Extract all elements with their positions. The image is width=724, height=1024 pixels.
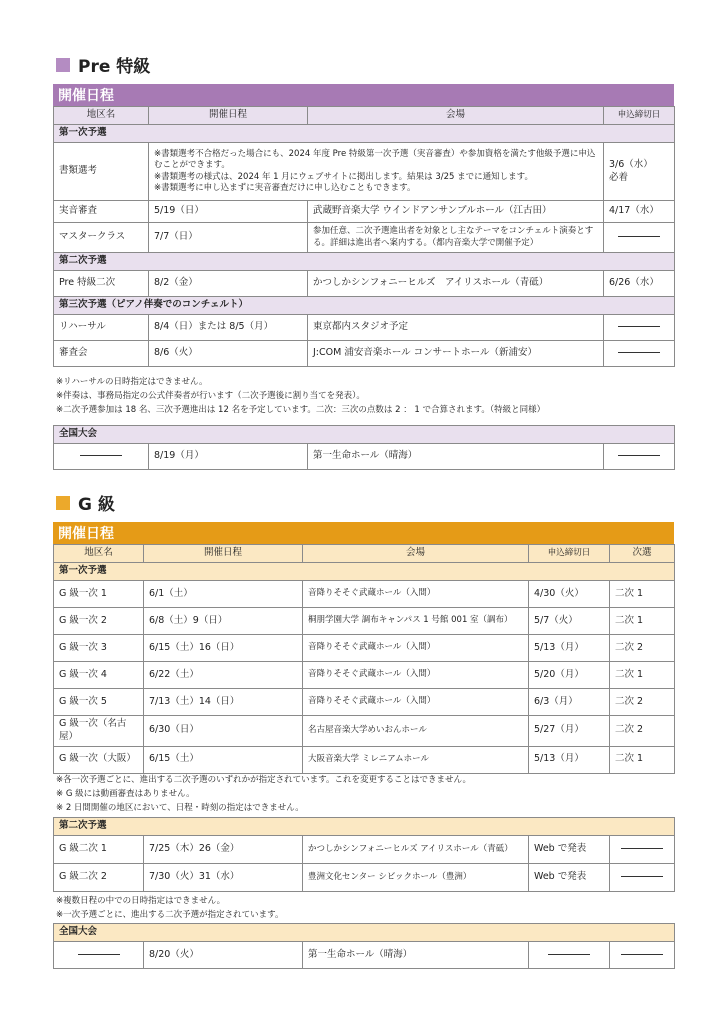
pre-title-text: Pre 特級 xyxy=(78,57,151,77)
venue-cell: 大阪音楽大学 ミレニアムホール xyxy=(303,746,529,773)
next-round-cell: 二次 2 xyxy=(610,716,675,747)
area-cell: G 級一次 3 xyxy=(54,635,144,662)
pre-national-label: 全国大会 xyxy=(54,426,675,444)
col-date: 開催日程 xyxy=(149,107,308,125)
area-cell: リハーサル xyxy=(54,315,149,341)
dash-mark xyxy=(618,455,660,456)
pre-national-table xyxy=(53,425,674,470)
venue-cell: 第一生命ホール（晴海） xyxy=(308,444,604,470)
table-row xyxy=(54,223,675,253)
next-round-cell: 二次 1 xyxy=(610,608,675,635)
area-cell: G 級二次 2 xyxy=(54,864,144,892)
dash-mark xyxy=(621,876,663,877)
next-round-cell: 二次 2 xyxy=(610,635,675,662)
venue-cell: 音降りそそぐ武蔵ホール（入間） xyxy=(303,689,529,716)
date-cell: 6/15（土） xyxy=(144,746,303,773)
pre-schedule-header: 開催日程 xyxy=(53,84,674,106)
g-round2-table xyxy=(53,817,674,892)
pre-round1-label: 第一次予選 xyxy=(54,125,675,143)
doc-deadline: 3/6（水） xyxy=(609,158,653,170)
date-cell: 8/2（金） xyxy=(149,271,308,297)
note: ※二次予選参加は 18 名、三次予選進出は 12 名を予定しています。二次：三次の点数は 2 ： 1 で合算されます。（特級と同様） xyxy=(56,405,546,415)
table-row xyxy=(54,942,675,969)
venue-cell: 名古屋音楽大学めいおんホール xyxy=(303,716,529,747)
venue-cell: 武蔵野音楽大学 ウインドアンサンブルホール（江古田） xyxy=(308,201,604,223)
table-row xyxy=(54,271,675,297)
doc-note-2: ※書類選考の様式は、2024 年 1 月にウェブサイトに掲出します。結果は 3/25 までに通知します。 xyxy=(154,171,533,182)
g-round1-label: 第一次予選 xyxy=(54,563,675,581)
deadline-cell: 5/27（月） xyxy=(529,716,610,747)
area-cell: 実音審査 xyxy=(54,201,149,223)
dash-mark xyxy=(80,455,122,456)
next-round-cell: 二次 1 xyxy=(610,662,675,689)
venue-cell: 参加任意、二次予選進出者を対象とし主なテーマをコンチェルト演奏とする。詳細は進出者へ案内する。（都内音楽大学で開催予定） xyxy=(308,223,604,253)
venue-cell: 桐朋学園大学 調布キャンパス 1 号館 001 室（調布） xyxy=(303,608,529,635)
col-next: 次選 xyxy=(610,545,675,563)
deadline-cell: 4/30（火） xyxy=(529,581,610,608)
table-row xyxy=(54,444,675,470)
date-cell: 6/22（土） xyxy=(144,662,303,689)
note: ※ G 級には動画審査はありません。 xyxy=(56,789,195,799)
area-cell: 審査会 xyxy=(54,341,149,367)
g-round2-label: 第二次予選 xyxy=(54,818,675,836)
note: ※リハーサルの日時指定はできません。 xyxy=(56,377,208,387)
area-cell: G 級一次（大阪） xyxy=(54,746,144,773)
col-area: 地区名 xyxy=(54,545,144,563)
venue-cell: 第一生命ホール（晴海） xyxy=(303,942,529,969)
date-cell: 8/19（月） xyxy=(149,444,308,470)
deadline-cell: Web で発表 xyxy=(529,836,610,864)
area-cell: G 級一次（名古屋） xyxy=(54,716,144,747)
area-cell: G 級一次 1 xyxy=(54,581,144,608)
area-cell: G 級一次 4 xyxy=(54,662,144,689)
g-national-label: 全国大会 xyxy=(54,924,675,942)
pre-schedule-table xyxy=(53,84,674,367)
table-row xyxy=(54,201,675,223)
dash-mark xyxy=(548,954,590,955)
deadline-cell: 5/13（月） xyxy=(529,635,610,662)
pre-notes xyxy=(56,375,545,417)
dash-mark xyxy=(618,236,660,237)
doc-note-3: ※書類選考に申し込まずに実音審査だけに申し込むこともできます。 xyxy=(154,182,416,193)
dash-mark xyxy=(78,954,120,955)
table-row xyxy=(54,864,675,892)
pre-round2-label: 第二次予選 xyxy=(54,253,675,271)
g-schedule-table xyxy=(53,522,674,774)
table-row xyxy=(54,746,675,773)
venue-cell: かつしかシンフォニーヒルズ アイリスホール（青砥） xyxy=(308,271,604,297)
table-row xyxy=(54,315,675,341)
purple-square-icon xyxy=(56,58,70,72)
date-cell: 7/25（木）26（金） xyxy=(144,836,303,864)
area-cell: G 級二次 1 xyxy=(54,836,144,864)
date-cell: 7/13（土）14（日） xyxy=(144,689,303,716)
g-title-text: G 級 xyxy=(78,495,115,515)
pre-section-title xyxy=(56,52,150,77)
next-round-cell: 二次 1 xyxy=(610,746,675,773)
g-section-title xyxy=(56,490,115,515)
venue-cell: 豊洲文化センター シビックホール（豊洲） xyxy=(303,864,529,892)
col-deadline: 申込締切日 xyxy=(604,107,675,125)
deadline-cell: 6/26（水） xyxy=(604,271,675,297)
g-national-table xyxy=(53,923,674,969)
venue-cell: 音降りそそぐ武蔵ホール（入間） xyxy=(303,581,529,608)
date-cell: 5/19（日） xyxy=(149,201,308,223)
table-row xyxy=(54,689,675,716)
col-venue: 会場 xyxy=(303,545,529,563)
venue-cell: かつしかシンフォニーヒルズ アイリスホール（青砥） xyxy=(303,836,529,864)
date-cell: 6/30（日） xyxy=(144,716,303,747)
doc-note-1: ※書類選考不合格だった場合にも、2024 年度 Pre 特級第一次予選（実音審査）や参加資格を満たす他級予選に申込むことができます。 xyxy=(154,148,596,171)
date-cell: 6/1（土） xyxy=(144,581,303,608)
note: ※ 2 日間開催の地区において、日程・時刻の指定はできません。 xyxy=(56,803,304,813)
g-schedule-header: 開催日程 xyxy=(53,522,674,544)
date-cell: 8/4（日）または 8/5（月） xyxy=(149,315,308,341)
venue-cell: 東京都内スタジオ予定 xyxy=(308,315,604,341)
note: ※複数日程の中での日時指定はできません。 xyxy=(56,896,226,906)
col-area: 地区名 xyxy=(54,107,149,125)
area-cell: G 級一次 2 xyxy=(54,608,144,635)
note: ※一次予選ごとに、進出する二次予選が指定されています。 xyxy=(56,910,284,920)
g-notes xyxy=(56,773,471,815)
deadline-cell: 6/3（月） xyxy=(529,689,610,716)
table-row xyxy=(54,716,675,747)
doc-deadline-note: 必着 xyxy=(609,171,629,183)
date-cell: 8/6（火） xyxy=(149,341,308,367)
deadline-cell: 5/20（月） xyxy=(529,662,610,689)
next-round-cell: 二次 1 xyxy=(610,581,675,608)
area-cell: Pre 特級二次 xyxy=(54,271,149,297)
date-cell: 8/20（火） xyxy=(144,942,303,969)
table-row xyxy=(54,143,675,201)
date-cell: 6/8（土）9（日） xyxy=(144,608,303,635)
deadline-cell: Web で発表 xyxy=(529,864,610,892)
venue-cell: J:COM 浦安音楽ホール コンサートホール（新浦安） xyxy=(308,341,604,367)
table-row xyxy=(54,635,675,662)
table-row xyxy=(54,341,675,367)
table-row xyxy=(54,608,675,635)
g-notes-2 xyxy=(56,894,283,922)
note: ※伴奏は、事務局指定の公式伴奏者が行います（二次予選後に割り当てを発表）。 xyxy=(56,391,365,401)
col-deadline: 申込締切日 xyxy=(529,545,610,563)
deadline-cell: 5/13（月） xyxy=(529,746,610,773)
area-cell: マスタークラス xyxy=(54,223,149,253)
date-cell: 7/30（火）31（水） xyxy=(144,864,303,892)
venue-cell: 音降りそそぐ武蔵ホール（入間） xyxy=(303,662,529,689)
note: ※各一次予選ごとに、進出する二次予選のいずれかが指定されています。これを変更することはできません。 xyxy=(56,775,471,785)
dash-mark xyxy=(618,352,660,353)
dash-mark xyxy=(621,954,663,955)
date-cell: 7/7（日） xyxy=(149,223,308,253)
col-date: 開催日程 xyxy=(144,545,303,563)
orange-square-icon xyxy=(56,496,70,510)
dash-mark xyxy=(618,326,660,327)
next-round-cell: 二次 2 xyxy=(610,689,675,716)
table-row xyxy=(54,662,675,689)
venue-cell: 音降りそそぐ武蔵ホール（入間） xyxy=(303,635,529,662)
table-row xyxy=(54,581,675,608)
deadline-cell: 4/17（水） xyxy=(604,201,675,223)
dash-mark xyxy=(621,848,663,849)
table-row xyxy=(54,836,675,864)
date-cell: 6/15（土）16（日） xyxy=(144,635,303,662)
area-cell: G 級一次 5 xyxy=(54,689,144,716)
col-venue: 会場 xyxy=(308,107,604,125)
pre-round3-label: 第三次予選（ピアノ伴奏でのコンチェルト） xyxy=(54,297,675,315)
area-cell: 書類選考 xyxy=(54,143,149,201)
deadline-cell: 5/7（火） xyxy=(529,608,610,635)
